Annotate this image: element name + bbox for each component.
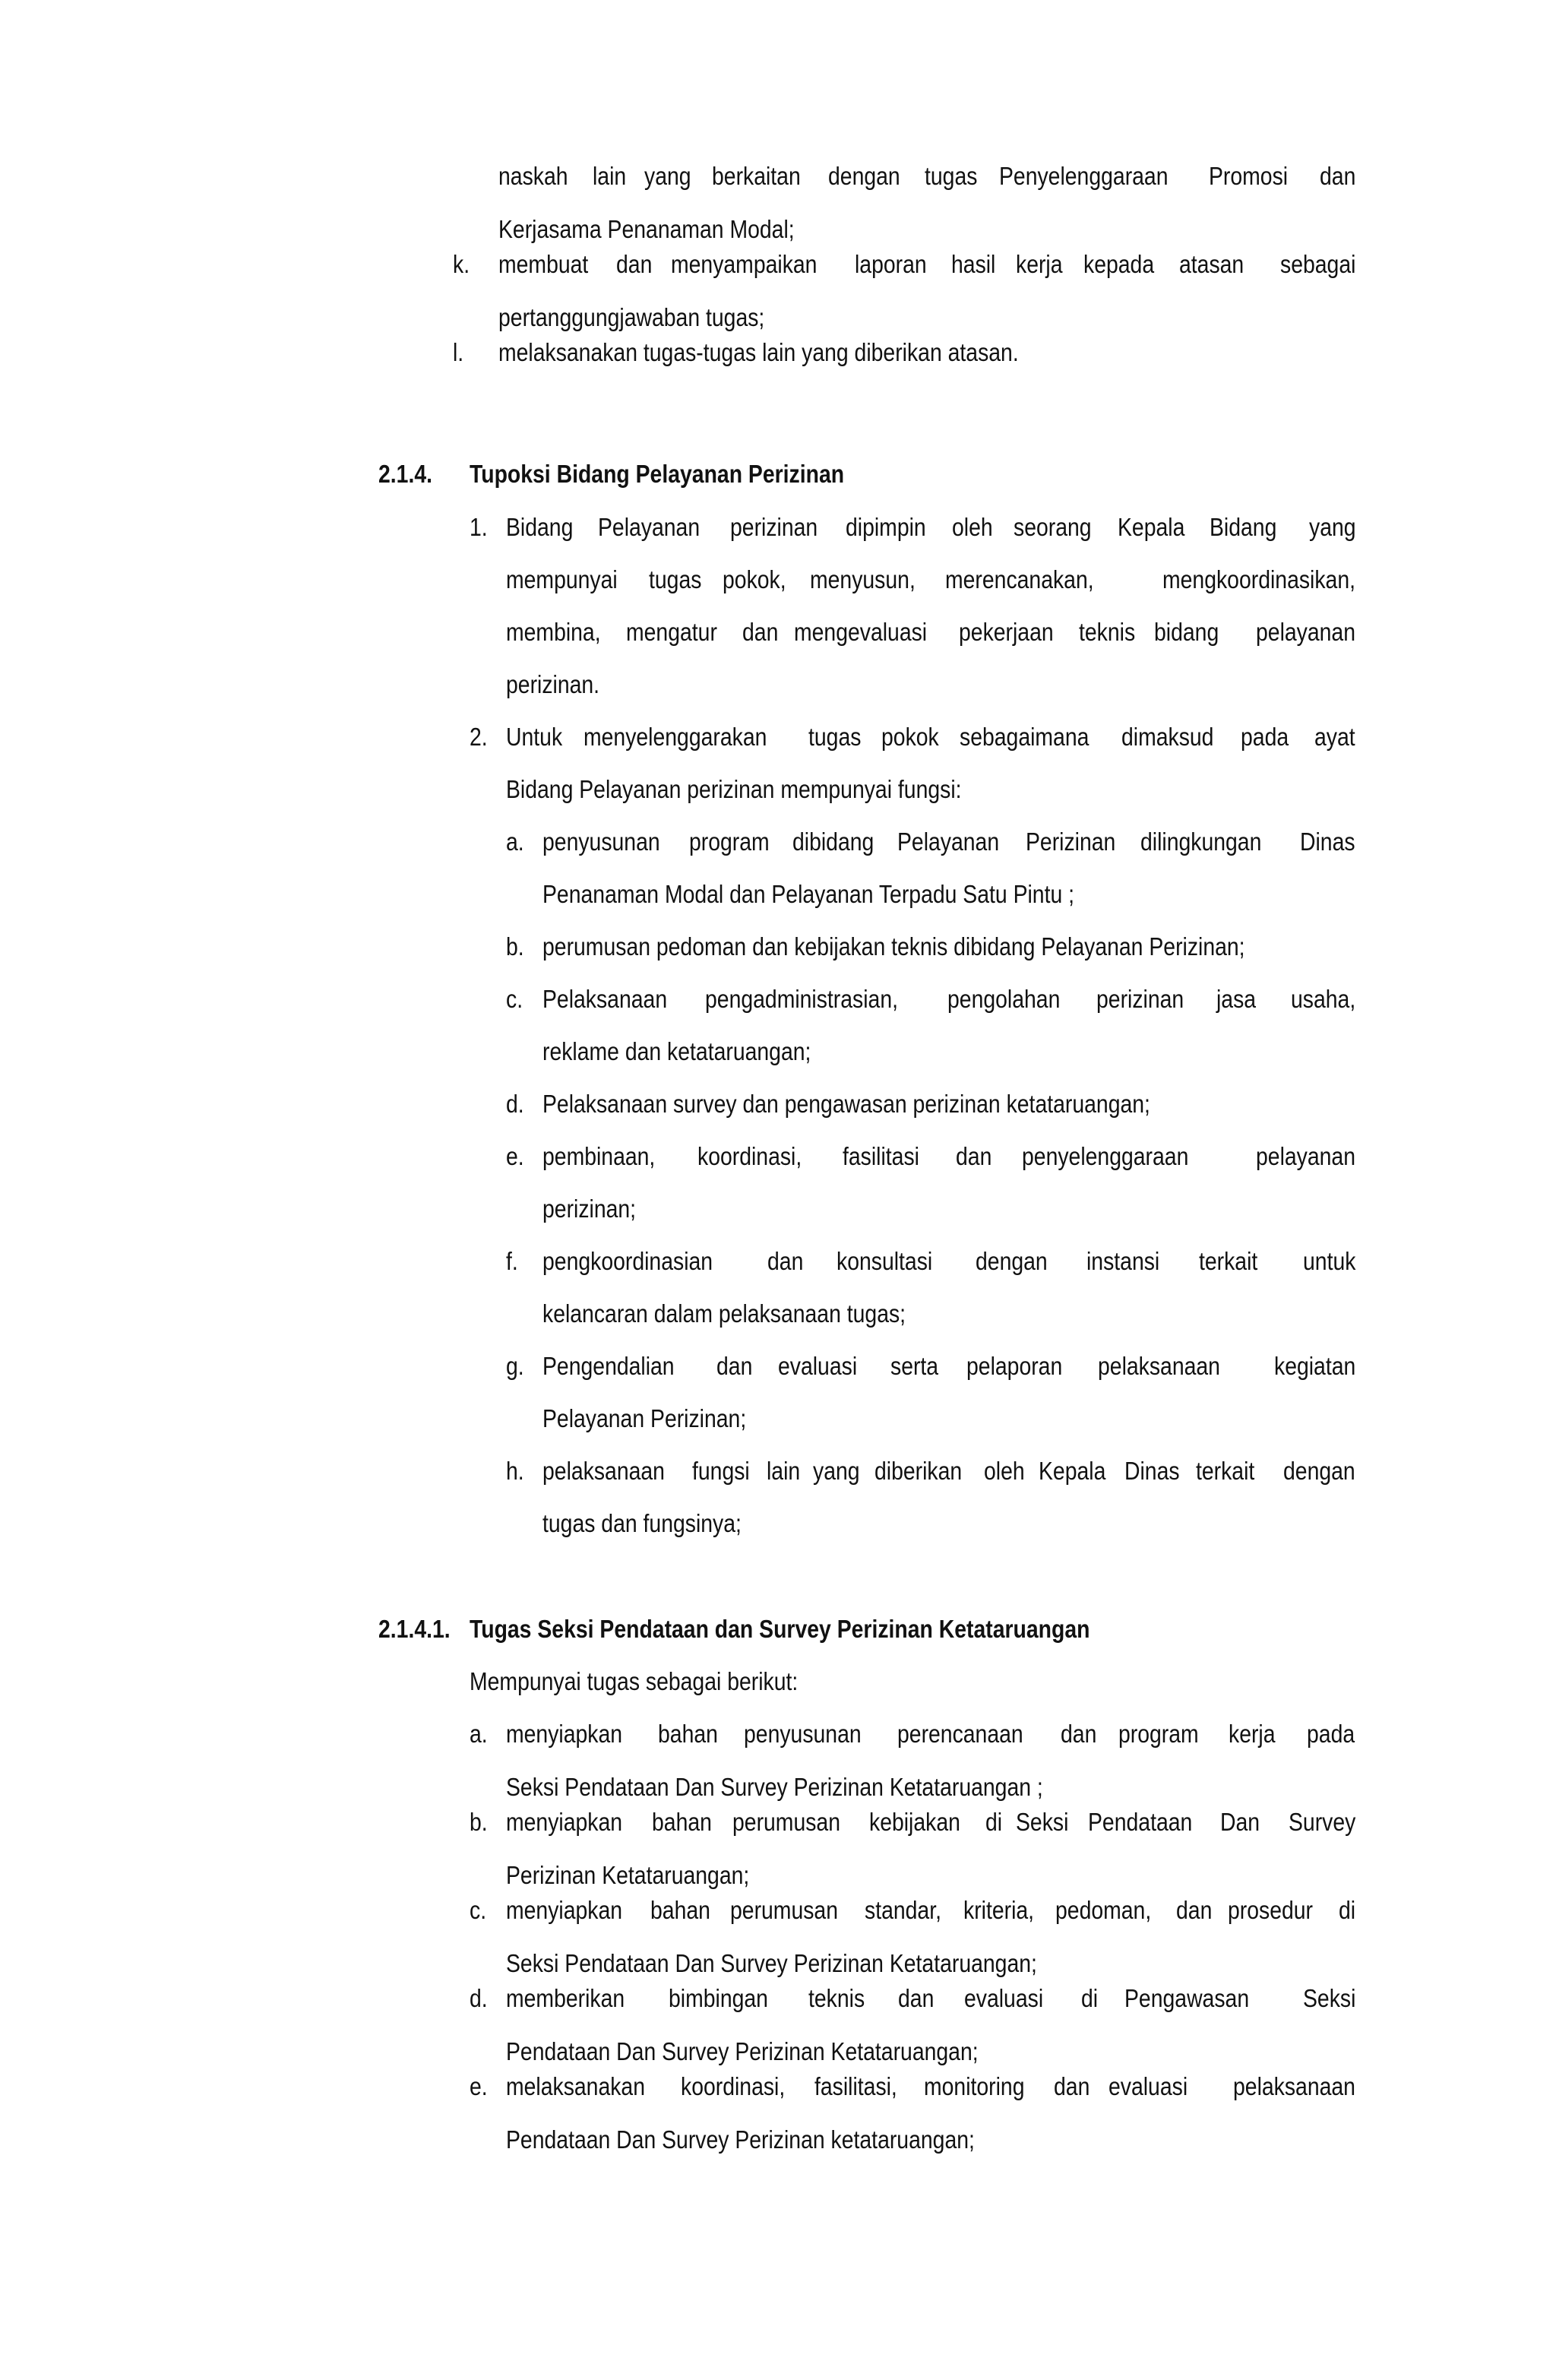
word: mengevaluasi xyxy=(793,618,928,646)
word: pedoman, xyxy=(1055,1896,1152,1924)
list-item-line: pertanggungjawaban tugas; xyxy=(498,303,765,331)
word: Pendataan xyxy=(1088,1808,1193,1836)
word: menyiapkan xyxy=(506,1720,623,1748)
list-item-line: perizinan; xyxy=(542,1195,637,1223)
word: dengan xyxy=(975,1247,1048,1275)
word: dan xyxy=(1319,162,1355,190)
paragraph-line xyxy=(498,161,1355,191)
word: instansi xyxy=(1086,1247,1160,1275)
list-marker: f. xyxy=(506,1247,518,1275)
word: menyiapkan xyxy=(506,1808,623,1836)
word: dengan xyxy=(1283,1457,1355,1485)
word: Penyelenggaraan xyxy=(998,162,1169,190)
word: jasa xyxy=(1216,985,1256,1013)
word: pada xyxy=(1307,1720,1355,1748)
word: fasilitasi, xyxy=(814,2072,898,2100)
word: evaluasi xyxy=(1108,2072,1188,2100)
list-item-line: Penanaman Modal dan Pelayanan Terpadu Satu Pintu ; xyxy=(542,880,1075,908)
list-marker: l. xyxy=(453,338,464,366)
list-item-line xyxy=(506,722,1355,752)
word: dengan xyxy=(827,162,900,190)
word: Pelayanan xyxy=(897,828,1000,856)
word: bidang xyxy=(1154,618,1219,646)
word: menyiapkan xyxy=(506,1896,623,1924)
word: Seksi xyxy=(1016,1808,1069,1836)
word: membina, xyxy=(506,618,601,646)
word: Seksi xyxy=(1302,1984,1356,2012)
word: perizinan xyxy=(729,513,818,541)
word: mempunyai xyxy=(506,565,618,593)
word: Pengawasan xyxy=(1124,1984,1250,2012)
list-item-line xyxy=(506,1807,1355,1837)
word: penyusunan xyxy=(542,828,660,856)
word: melaksanakan xyxy=(506,2072,646,2100)
word: Pelaksanaan xyxy=(542,985,668,1013)
word: pada xyxy=(1240,723,1289,751)
word: serta xyxy=(890,1352,939,1380)
section-title: Tupoksi Bidang Pelayanan Perizinan xyxy=(470,460,845,488)
word: pokok, xyxy=(723,565,786,593)
word: Bidang xyxy=(1209,513,1277,541)
word: di xyxy=(985,1808,1003,1836)
word: pokok xyxy=(881,723,939,751)
word: perumusan xyxy=(729,1896,838,1924)
word: dan xyxy=(956,1142,992,1170)
word: mengkoordinasikan, xyxy=(1162,565,1355,593)
word: merencanakan, xyxy=(945,565,1094,593)
word: seorang xyxy=(1013,513,1092,541)
word: Dinas xyxy=(1300,828,1355,856)
word: yang xyxy=(813,1457,860,1485)
word: dan xyxy=(716,1352,752,1380)
word: mengatur xyxy=(626,618,717,646)
list-item-line xyxy=(506,617,1355,647)
word: bimbingan xyxy=(668,1984,768,2012)
word: program xyxy=(689,828,770,856)
word: terkait xyxy=(1198,1247,1257,1275)
word: Dan xyxy=(1220,1808,1260,1836)
list-item-line: Pendataan Dan Survey Perizinan Ketataruangan; xyxy=(506,2037,979,2065)
list-item-line xyxy=(506,1895,1355,1926)
list-item-line xyxy=(506,1983,1355,2014)
list-marker: 1. xyxy=(470,513,488,541)
word: naskah xyxy=(498,162,568,190)
word: dan xyxy=(615,250,653,278)
list-marker: b. xyxy=(506,932,524,961)
word: lain xyxy=(592,162,626,190)
word: perizinan xyxy=(1096,985,1184,1013)
word: dilingkungan xyxy=(1140,828,1262,856)
list-marker: a. xyxy=(506,828,524,856)
word: program xyxy=(1118,1720,1200,1748)
list-item-line: Pelaksanaan survey dan pengawasan perizinan ketataruangan; xyxy=(542,1090,1150,1118)
word: di xyxy=(1339,1896,1356,1924)
word: hasil xyxy=(951,250,996,278)
section-title: Tugas Seksi Pendataan dan Survey Perizinan Ketataruangan xyxy=(470,1615,1090,1643)
list-item-line xyxy=(542,1246,1355,1277)
word: fasilitasi xyxy=(843,1142,920,1170)
word: menyelenggarakan xyxy=(583,723,767,751)
word: dan xyxy=(1176,1896,1213,1924)
word: bahan xyxy=(652,1808,713,1836)
list-marker: k. xyxy=(453,250,470,278)
list-item-line xyxy=(506,565,1355,595)
word: koordinasi, xyxy=(697,1142,802,1170)
word: bahan xyxy=(650,1896,711,1924)
list-marker: d. xyxy=(470,1984,488,2012)
word: fungsi xyxy=(691,1457,750,1485)
word: bahan xyxy=(657,1720,718,1748)
list-item-line xyxy=(542,1456,1355,1486)
word: untuk xyxy=(1302,1247,1356,1275)
word: membuat xyxy=(498,250,589,278)
word: memberikan xyxy=(506,1984,625,2012)
word: yang xyxy=(644,162,691,190)
list-item-line: Bidang Pelayanan perizinan mempunyai fungsi: xyxy=(506,775,962,803)
word: tugas xyxy=(924,162,978,190)
word: kerja xyxy=(1016,250,1063,278)
list-item-line xyxy=(542,1351,1355,1381)
word: Pelayanan xyxy=(597,513,700,541)
list-marker: b. xyxy=(470,1808,488,1836)
word: pekerjaan xyxy=(958,618,1054,646)
word: dipimpin xyxy=(845,513,926,541)
word: pelaksanaan xyxy=(1232,2072,1355,2100)
word: teknis xyxy=(1078,618,1136,646)
list-item-line xyxy=(542,827,1355,857)
list-item-line: kelancaran dalam pelaksanaan tugas; xyxy=(542,1299,906,1328)
list-item-line: perumusan pedoman dan kebijakan teknis dibidang Pelayanan Perizinan; xyxy=(542,932,1245,961)
list-item-line: reklame dan ketataruangan; xyxy=(542,1037,811,1065)
list-item-line: Perizinan Ketataruangan; xyxy=(506,1861,750,1889)
word: terkait xyxy=(1196,1457,1255,1485)
list-marker: e. xyxy=(506,1142,524,1170)
list-marker: c. xyxy=(470,1896,487,1924)
word: pelaksanaan xyxy=(542,1457,665,1485)
word: evaluasi xyxy=(964,1984,1044,2012)
word: pengkoordinasian xyxy=(542,1247,713,1275)
list-item-line xyxy=(542,1141,1355,1172)
word: Kepala xyxy=(1039,1457,1106,1485)
word: menyusun, xyxy=(809,565,916,593)
word: tugas xyxy=(808,723,861,751)
word: teknis xyxy=(808,1984,865,2012)
list-marker: g. xyxy=(506,1352,524,1380)
list-item-line: perizinan. xyxy=(506,670,600,698)
list-item-line xyxy=(498,249,1355,280)
word: dan xyxy=(1060,1720,1096,1748)
list-marker: 2. xyxy=(470,723,488,751)
list-item-line xyxy=(506,1719,1355,1749)
word: monitoring xyxy=(923,2072,1025,2100)
word: Perizinan xyxy=(1026,828,1116,856)
word: berkaitan xyxy=(711,162,801,190)
word: perencanaan xyxy=(897,1720,1023,1748)
word: sebagaimana xyxy=(959,723,1090,751)
word: dimaksud xyxy=(1121,723,1214,751)
list-marker: c. xyxy=(506,985,523,1013)
word: pelaporan xyxy=(966,1352,1063,1380)
word: perumusan xyxy=(732,1808,841,1836)
paragraph-line: Kerjasama Penanaman Modal; xyxy=(498,215,795,243)
list-item-line xyxy=(506,512,1355,543)
word: usaha, xyxy=(1290,985,1355,1013)
word: prosedur xyxy=(1227,1896,1313,1924)
list-marker: h. xyxy=(506,1457,524,1485)
word: lain xyxy=(766,1457,801,1485)
word: Kepala xyxy=(1117,513,1185,541)
word: penyusunan xyxy=(744,1720,862,1748)
list-item-line: melaksanakan tugas-tugas lain yang diberikan atasan. xyxy=(498,338,1019,366)
section-number: 2.1.4.1. xyxy=(378,1615,451,1643)
list-item-line: Pendataan Dan Survey Perizinan ketataruangan; xyxy=(506,2125,975,2154)
word: pengadministrasian, xyxy=(705,985,899,1013)
word: Untuk xyxy=(506,723,563,751)
word: di xyxy=(1080,1984,1098,2012)
word: menyampaikan xyxy=(671,250,818,278)
word: standar, xyxy=(865,1896,942,1924)
word: kriteria, xyxy=(963,1896,1035,1924)
word: konsultasi xyxy=(837,1247,933,1275)
list-item-line: Seksi Pendataan Dan Survey Perizinan Ketataruangan; xyxy=(506,1949,1037,1977)
list-item-line xyxy=(542,984,1355,1014)
word: yang xyxy=(1308,513,1356,541)
list-item-line: Pelayanan Perizinan; xyxy=(542,1404,747,1432)
word: Dinas xyxy=(1124,1457,1180,1485)
word: evaluasi xyxy=(778,1352,858,1380)
word: laporan xyxy=(854,250,927,278)
word: kebijakan xyxy=(868,1808,960,1836)
word: dan xyxy=(767,1247,804,1275)
word: sebagai xyxy=(1279,250,1356,278)
list-marker: d. xyxy=(506,1090,524,1118)
word: diberikan xyxy=(874,1457,963,1485)
word: pelayanan xyxy=(1255,1142,1355,1170)
word: pelaksanaan xyxy=(1098,1352,1221,1380)
word: koordinasi, xyxy=(680,2072,785,2100)
list-item-line: tugas dan fungsinya; xyxy=(542,1509,742,1537)
list-marker: e. xyxy=(470,2072,488,2100)
section-number: 2.1.4. xyxy=(378,460,433,488)
word: pembinaan, xyxy=(542,1142,656,1170)
word: dibidang xyxy=(792,828,874,856)
word: pengolahan xyxy=(947,985,1061,1013)
word: penyelenggaraan xyxy=(1022,1142,1189,1170)
list-item-line xyxy=(506,2071,1355,2102)
word: kerja xyxy=(1229,1720,1276,1748)
word: Survey xyxy=(1288,1808,1356,1836)
word: oleh xyxy=(984,1457,1025,1485)
word: tugas xyxy=(648,565,702,593)
word: Promosi xyxy=(1208,162,1288,190)
list-marker: a. xyxy=(470,1720,488,1748)
word: atasan xyxy=(1178,250,1244,278)
word: Pengendalian xyxy=(542,1352,675,1380)
list-item-line: Seksi Pendataan Dan Survey Perizinan Ketataruangan ; xyxy=(506,1773,1043,1801)
word: kegiatan xyxy=(1273,1352,1356,1380)
word: pelayanan xyxy=(1255,618,1355,646)
word: Bidang xyxy=(506,513,574,541)
paragraph-line: Mempunyai tugas sebagai berikut: xyxy=(470,1667,799,1695)
word: ayat xyxy=(1314,723,1355,751)
word: kepada xyxy=(1083,250,1155,278)
word: dan xyxy=(898,1984,935,2012)
word: dan xyxy=(1053,2072,1090,2100)
word: dan xyxy=(742,618,779,646)
word: oleh xyxy=(952,513,994,541)
